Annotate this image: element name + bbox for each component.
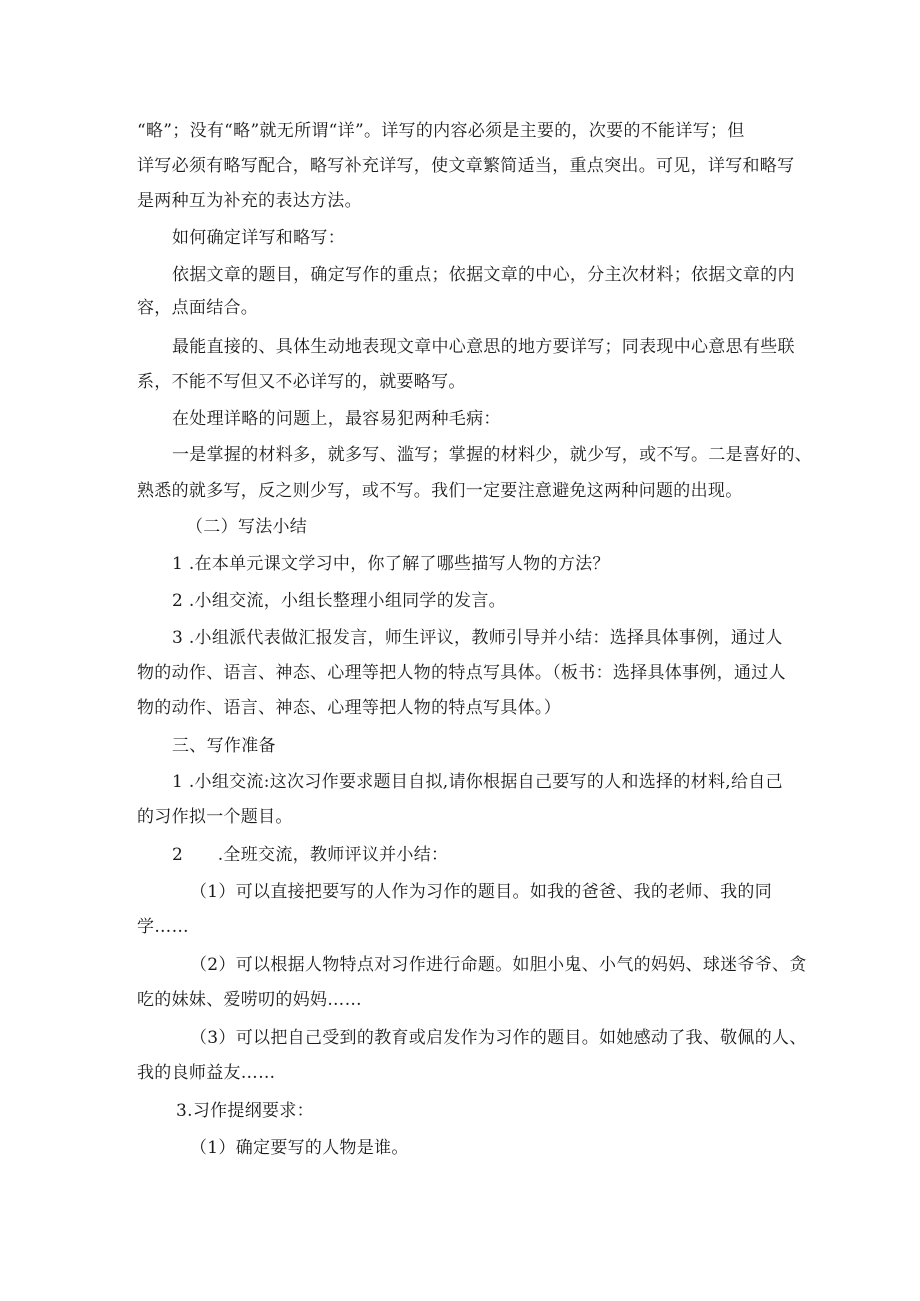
text-line: （1）确定要写的人物是谁。 xyxy=(190,1138,409,1158)
text-line: 容，点面结合。 xyxy=(137,298,259,318)
text-line: 物的动作、语言、神态、心理等把人物的特点写具体。（板书：选择具体事例，通过人 xyxy=(137,663,786,683)
text-line: 我的良师益友…… xyxy=(137,1063,276,1083)
text-line: 熟悉的就多写，反之则少写，或不写。我们一定要注意避免这两种问题的出现。 xyxy=(137,481,743,501)
text-line: 是两种互为补充的表达方法。 xyxy=(137,191,362,211)
text-line: 3 .小组派代表做汇报发言，师生评议，教师引导并小结：选择具体事例，通过人 xyxy=(172,628,783,648)
text-line: 1 .在本单元课文学习中，你了解了哪些描写人物的方法？ xyxy=(172,554,610,574)
text-line: 依据文章的题目，确定写作的重点；依据文章的中心，分主次材料；依据文章的内 xyxy=(172,265,795,285)
text-line: 2 .全班交流，教师评议并小结： xyxy=(172,845,449,865)
section-heading: （二）写法小结 xyxy=(186,517,308,537)
text-line: 最能直接的、具体生动地表现文章中心意思的地方要详写；同表现中心意思有些联 xyxy=(172,337,795,357)
text-line: 的习作拟一个题目。 xyxy=(137,807,293,827)
text-line: 如何确定详写和略写： xyxy=(172,228,345,248)
section-heading: 3.习作提纲要求： xyxy=(176,1101,314,1121)
text-line: 2 .小组交流，小组长整理小组同学的发言。 xyxy=(172,591,506,611)
text-line: 学…… xyxy=(137,917,189,937)
text-line: 系，不能不写但又不必详写的，就要略写。 xyxy=(137,372,466,392)
text-line: 一是掌握的材料多，就多写、滥写；掌握的材料少，就少写，或不写。二是喜好的、 xyxy=(172,445,813,465)
text-line: 在处理详略的问题上，最容易犯两种毛病： xyxy=(172,409,501,429)
text-line: （1）可以直接把要写的人作为习作的题目。如我的爸爸、我的老师、我的同 xyxy=(190,882,773,902)
text-line: （2）可以根据人物特点对习作进行命题。如胆小鬼、小气的妈妈、球迷爷爷、贪 xyxy=(190,955,807,975)
text-line: 物的动作、语言、神态、心理等把人物的特点写具体。） xyxy=(137,698,561,718)
text-line: （3）可以把自己受到的教育或启发作为习作的题目。如她感动了我、敬佩的人、 xyxy=(190,1028,807,1048)
section-heading: 三、写作准备 xyxy=(172,736,276,756)
text-line: “略”；没有“略”就无所谓“详”。详写的内容必须是主要的，次要的不能详写；但 xyxy=(137,121,745,141)
text-line: 吃的妹妹、爱唠叨的妈妈…… xyxy=(137,990,362,1010)
text-line: 详写必须有略写配合，略写补充详写，使文章繁简适当，重点突出。可见，详写和略写 xyxy=(137,156,795,176)
text-line: 1 .小组交流:这次习作要求题目自拟,请你根据自己要写的人和选择的材料,给自己 xyxy=(172,772,783,792)
